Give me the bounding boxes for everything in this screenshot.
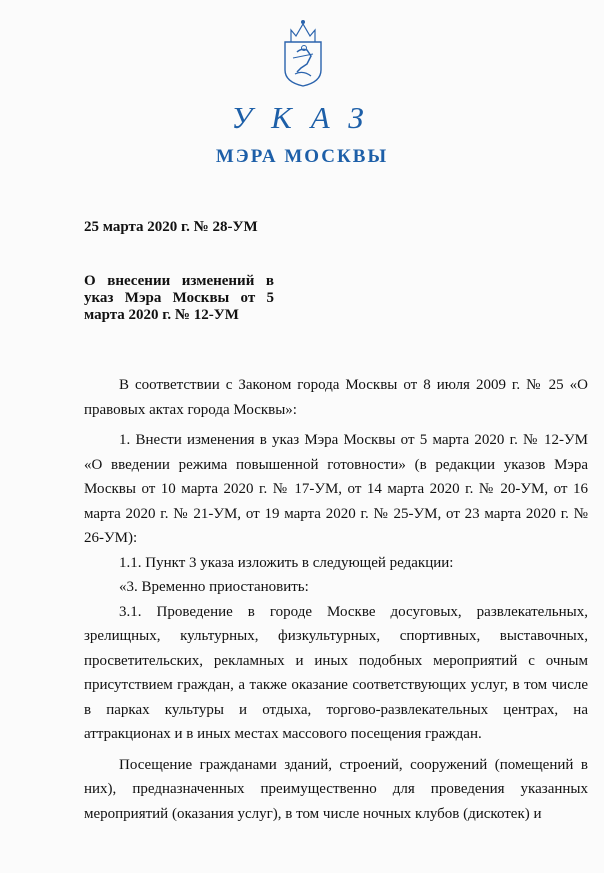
paragraph-item-3: «3. Временно приостановить:	[119, 579, 309, 595]
document-body	[84, 373, 588, 826]
document-subject	[84, 273, 274, 324]
subject-line-3: марта 2020 г. № 12-УМ	[84, 307, 239, 323]
issuer-title: МЭРА МОСКВЫ	[215, 146, 389, 167]
moscow-coat-of-arms-icon	[277, 12, 329, 88]
paragraph-item-3-1: 3.1. Проведение в городе Москве досуговых, развлекательных, зрелищных, культурных, физкультурных, спортивных, выставочных, просветительских, рекламных и иных подобных мероприятий с очным присутствием граждан, а также оказание соответствующих услуг, в том числе в парках культуры и отдыха, торгово-развлекательных центрах, на аттракционах и в иных местах массового посещения граждан.	[84, 603, 588, 742]
paragraph-item-1-1: 1.1. Пункт 3 указа изложить в следующей редакции:	[119, 554, 454, 571]
paragraph-item-1: 1. Внести изменения в указ Мэра Москвы от 5 марта 2020 г. № 12-УМ «О введении режима повышенной готовности» (в редакции указов Мэра Москвы от 10 марта 2020 г. № 17-УМ, от 14 марта 2020 г. № 20-УМ, от 16 марта 2020 г. № 21-УМ, от 19 марта 2020 г. № 25-УМ, от 23 марта 2020 г. № 26-УМ):	[84, 432, 588, 546]
paragraph-preamble: В соответствии с Законом города Москвы от 8 июля 2009 г. № 25 «О правовых актах города Москвы»:	[84, 377, 588, 418]
subject-line-1: О внесении изменений в	[84, 273, 274, 289]
document-date-number: 25 марта 2020 г. № 28-УМ	[84, 219, 258, 235]
paragraph-visits: Посещение гражданами зданий, строений, сооружений (помещений в них), предназначенных преимущественно для проведения указанных мероприятий (оказания услуг), в том числе ночных клубов (дискотек) и	[84, 756, 588, 822]
document-type-title: УКАЗ	[231, 100, 383, 135]
subject-line-2: указ Мэра Москвы от 5	[84, 290, 274, 306]
